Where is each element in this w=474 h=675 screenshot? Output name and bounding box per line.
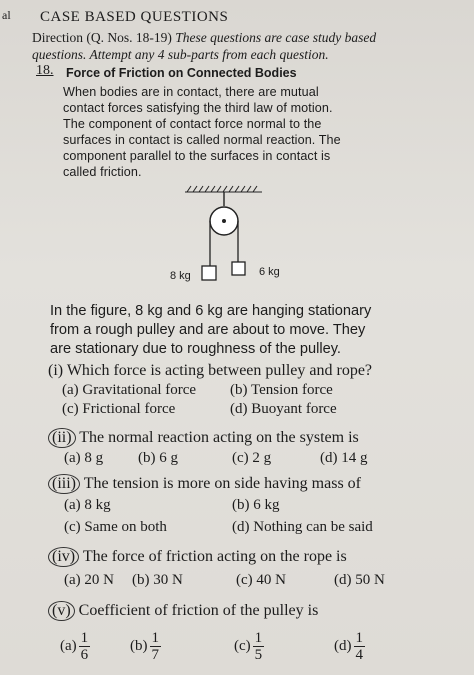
passage-line: contact forces satisfying the third law of motion. (63, 101, 333, 115)
fraction (354, 630, 366, 663)
statement-line: from a rough pulley and are about to move. They (50, 322, 366, 338)
statement-line: In the figure, 8 kg and 6 kg are hanging stationary (50, 303, 372, 319)
numerator: 1 (151, 630, 159, 646)
block-left (202, 266, 216, 280)
block-right (232, 262, 245, 275)
direction-line-2 (32, 47, 329, 63)
option: (c) Frictional force (62, 401, 176, 417)
option: (c) 40 N (236, 572, 286, 588)
option: (a) 20 N (64, 572, 114, 588)
option: (d) Buoyant force (230, 401, 337, 417)
subpart-label: (iii) (48, 474, 80, 494)
option: (d) 50 N (334, 572, 385, 588)
option-label: (a) (60, 637, 77, 654)
subpart-text: The tension is more on side having mass of (83, 475, 362, 492)
option: (a) 8 g (64, 450, 104, 466)
subpart-i (48, 362, 372, 380)
question-title: Force of Friction on Connected Bodies (66, 66, 297, 80)
passage-line: The component of contact force normal to the (63, 117, 322, 131)
denominator: 4 (355, 647, 363, 663)
subpart-text: The normal reaction acting on the system is (79, 429, 359, 446)
numerator: 1 (254, 630, 263, 646)
option: (d) 14 g (320, 450, 368, 466)
denominator: 5 (254, 647, 263, 663)
numerator: 1 (355, 630, 363, 646)
denominator: 7 (151, 647, 159, 663)
option-fraction (234, 630, 264, 663)
direction-text-1: These questions are case study based (175, 30, 377, 45)
option: (a) Gravitational force (62, 382, 197, 398)
subpart-label: (v) (48, 601, 75, 621)
fraction (150, 630, 162, 663)
option-fraction (60, 630, 90, 663)
subpart-iv (48, 547, 347, 567)
fraction (79, 630, 91, 663)
subpart-v (48, 601, 318, 621)
option: (c) Same on both (64, 519, 167, 535)
option: (c) 2 g (232, 450, 272, 466)
right-mass-label: 6 kg (259, 266, 280, 278)
question-number: 18. (36, 63, 54, 78)
option: (d) Nothing can be said (232, 519, 373, 535)
subpart-label: (i) (48, 362, 64, 379)
option: (b) 6 g (138, 450, 178, 466)
option: (b) 30 N (132, 572, 183, 588)
direction-label: Direction (Q. Nos. 18-19) (32, 30, 172, 45)
fraction (253, 630, 265, 663)
subpart-ii (48, 428, 359, 448)
left-mass-label: 8 kg (170, 270, 191, 282)
subpart-label: (ii) (48, 428, 76, 448)
option-label: (d) (334, 637, 352, 654)
option-fraction (334, 630, 365, 663)
passage-line: component parallel to the surfaces in contact is (63, 149, 331, 163)
denominator: 6 (80, 647, 89, 663)
passage-line: surfaces in contact is called normal reaction. The (63, 133, 341, 147)
direction-line-1 (32, 30, 376, 46)
subpart-label: (iv) (48, 547, 79, 567)
subpart-text: Which force is acting between pulley and rope? (66, 362, 373, 379)
statement-line: are stationary due to roughness of the pulley. (50, 341, 341, 357)
numerator: 1 (80, 630, 89, 646)
direction-text-2: questions. Attempt any 4 sub-parts from each question. (32, 47, 329, 62)
subpart-iii (48, 474, 361, 494)
subpart-text: Coefficient of friction of the pulley is (78, 602, 319, 619)
option: (a) 8 kg (64, 497, 111, 513)
passage-line: When bodies are in contact, there are mutual (63, 85, 319, 99)
subpart-text: The force of friction acting on the rope is (82, 548, 347, 565)
option-fraction (130, 630, 161, 663)
pulley-axle (222, 219, 226, 223)
section-heading: CASE BASED QUESTIONS (40, 9, 229, 25)
option-label: (b) (130, 637, 148, 654)
ceiling-hatch (185, 186, 262, 192)
passage-line: called friction. (63, 165, 142, 179)
corner-mark: al (2, 8, 11, 22)
option: (b) Tension force (230, 382, 333, 398)
option-label: (c) (234, 637, 251, 654)
option: (b) 6 kg (232, 497, 280, 513)
